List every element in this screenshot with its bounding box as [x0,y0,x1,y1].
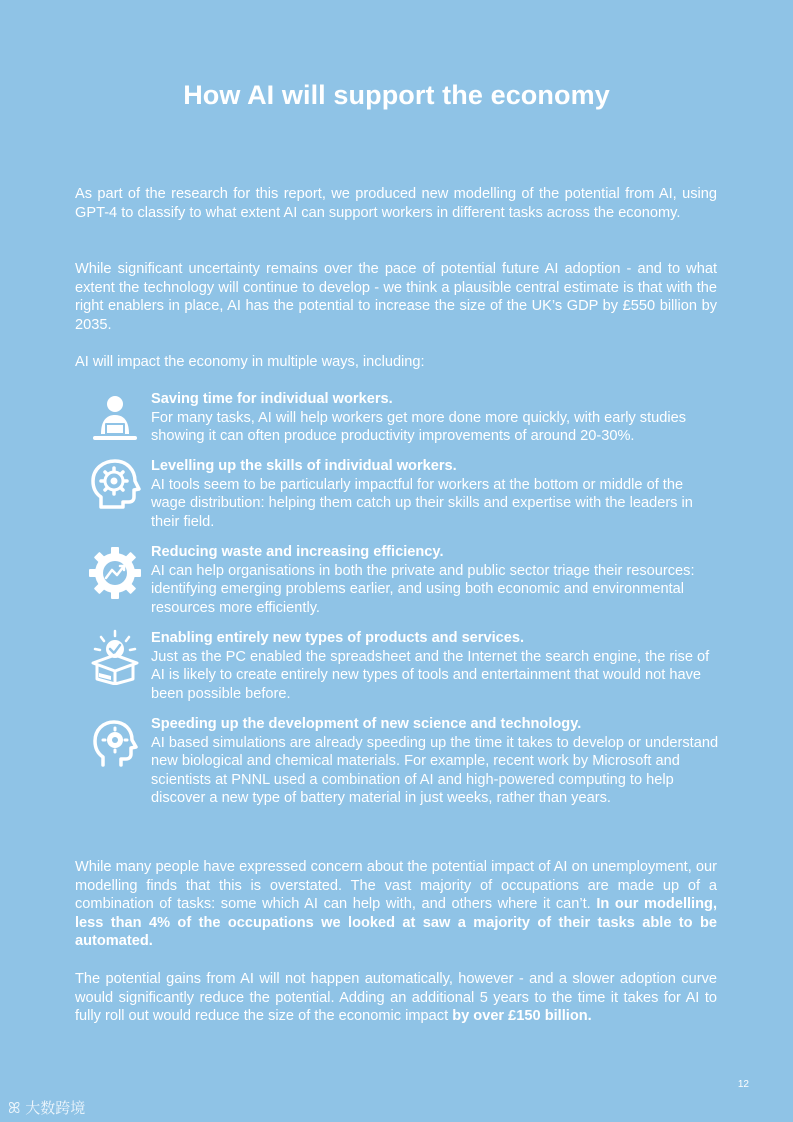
item-heading: Levelling up the skills of individual workers. [151,458,457,474]
estimate-paragraph: While significant uncertainty remains over the pace of potential future AI adoption - and to what extent the technology will continue to develop - we think a plausible central estimate is that with the right enablers in place, AI has the potential to increase the size of the UK’s GDP by £550 billion by 2035. [75,261,717,333]
intro-paragraph: As part of the research for this report, we produced new modelling of the potential from AI, using GPT-4 to classify to what extent AI can support workers in different tasks across the economy. [75,186,717,221]
paragraph-emphasis: In our modelling, less than 4% of the occupations we looked at saw a majority of their tasks able to be automated. [75,896,717,949]
item-description: Just as the PC enabled the spreadsheet and the Internet the search engine, the rise of AI is likely to create entirely new types of tools and entertainment that would not have been possible before. [151,648,710,702]
watermark [8,1097,85,1118]
item-description: For many tasks, AI will help workers get more done more quickly, with early studies showing it can often produce productivity improvements of around 20-30%. [151,409,687,444]
new-product-box-icon [87,629,143,685]
item-description: AI tools seem to be particularly impactful for workers at the bottom or middle of the wage distribution: helping them catch up their skills and expertise with the leaders in their field. [151,476,693,530]
watermark-logo-icon: ꕤ [8,1099,26,1117]
page-title: How AI will support the economy [183,80,610,110]
worker-laptop-icon [87,390,143,446]
item-heading: Saving time for individual workers. [151,391,393,407]
impact-intro-paragraph: AI will impact the economy in multiple ways, including: [75,354,425,370]
item-description: AI can help organisations in both the private and public sector triage their resources: identifying emerging problems earlier, and using both economic and environmental resources more efficiently. [151,562,695,616]
item-heading: Enabling entirely new types of products and services. [151,630,525,646]
page-number: 12 [737,1079,749,1090]
head-gear-icon [87,457,143,513]
unemployment-paragraph [75,858,717,951]
watermark-text: 大数跨境 [25,1099,86,1117]
item-heading: Speeding up the development of new science and technology. [151,716,582,732]
science-head-icon [87,715,143,771]
paragraph-emphasis: by over £150 billion. [452,1008,592,1024]
item-description: AI based simulations are already speeding up the time it takes to develop or understand new biological and chemical materials. For example, recent work by Microsoft and scientists at PNNL used a combination of AI and high-powered computing to help discover a new type of battery material in just weeks, rather than years. [151,734,719,806]
adoption-paragraph [75,970,717,1026]
gear-chart-icon [87,543,143,599]
paragraph-text: While many people have expressed concern about the potential impact of AI on unemployment, our modelling finds that this is overstated. The vast majority of occupations are made up of a combination of tasks: some which AI can help with, and others where it can’t. [75,859,717,912]
paragraph-text: The potential gains from AI will not happen automatically, however - and a slower adoption curve would significantly reduce the potential. Adding an additional 5 years to the time it takes for AI to fully roll out would reduce the size of the economic impact [75,971,717,1024]
item-heading: Reducing waste and increasing efficiency. [151,544,444,560]
